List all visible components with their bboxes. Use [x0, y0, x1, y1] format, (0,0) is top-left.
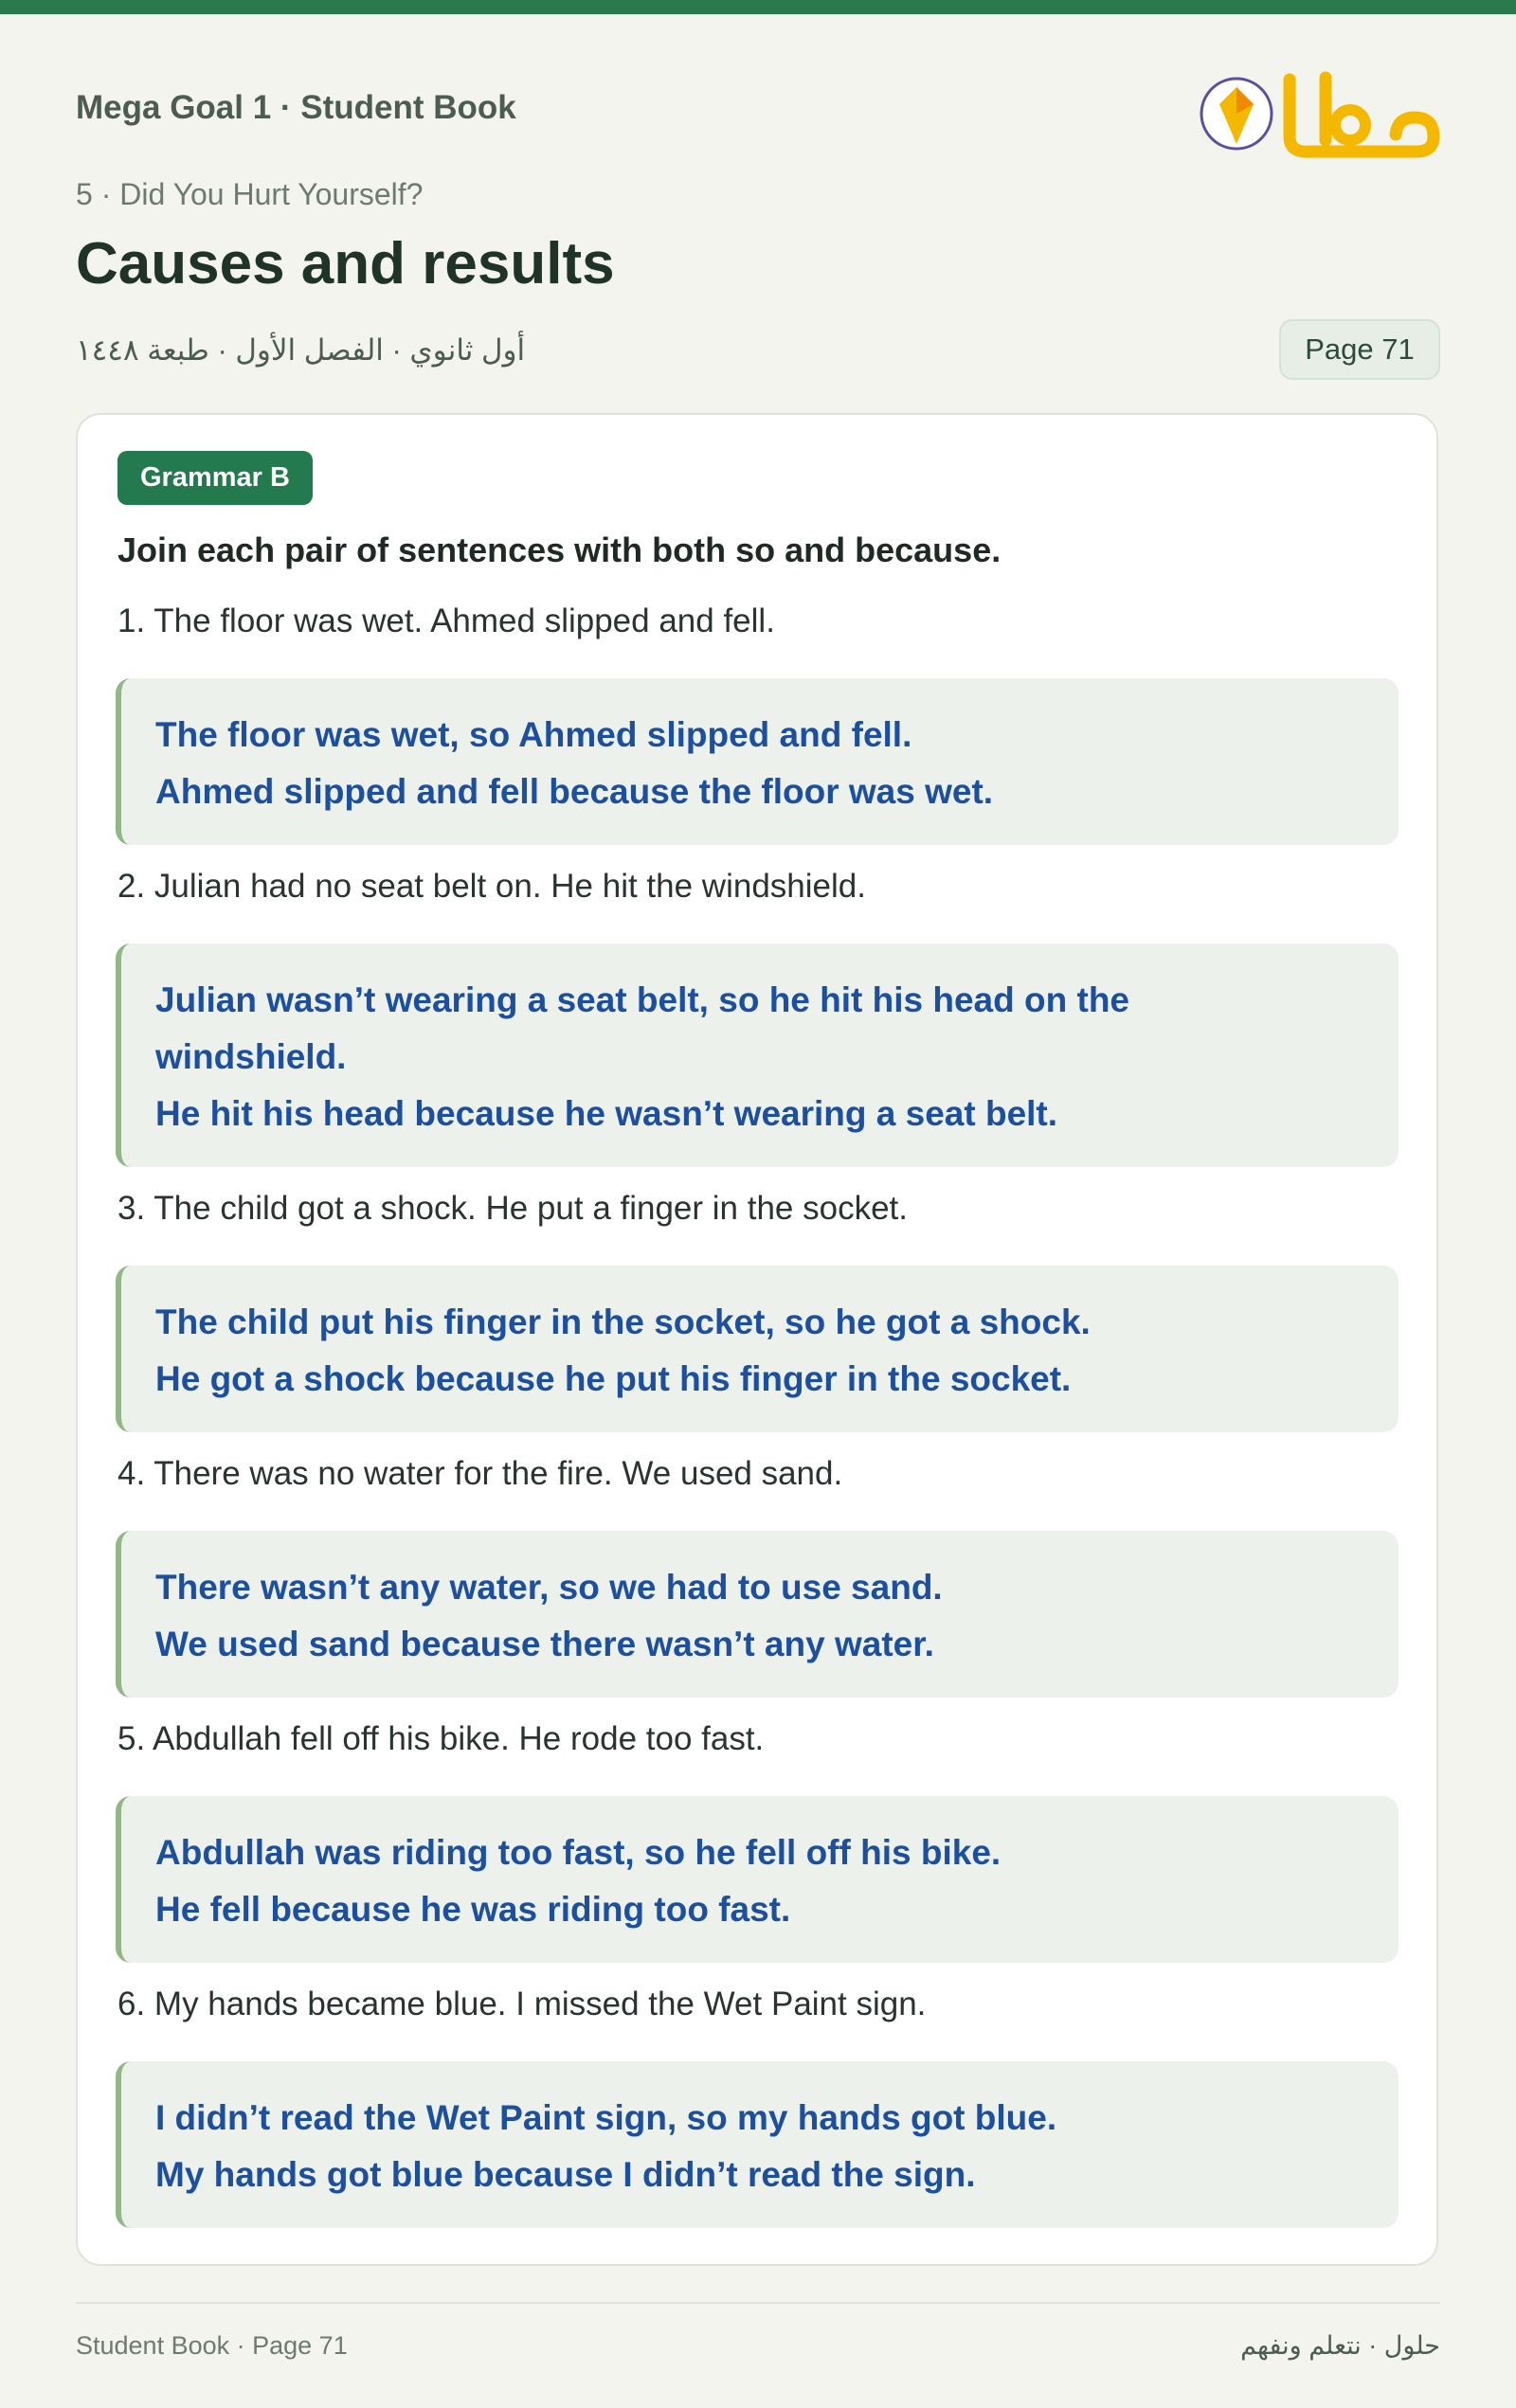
answer-line: Abdullah was riding too fast, so he fell off his bike. — [155, 1833, 1002, 1872]
chapter-label: 5 · Did You Hurt Yourself? — [76, 177, 424, 211]
question-2: 2. Julian had no seat belt on. He hit the windshield. — [117, 868, 866, 905]
question-4: 4. There was no water for the fire. We used sand. — [117, 1455, 843, 1492]
answer-line: Ahmed slipped and fell because the floor was wet. — [155, 772, 994, 811]
question-6: 6. My hands became blue. I missed the Wet Paint sign. — [117, 1986, 927, 2022]
answer-line: Julian wasn’t wearing a seat belt, so he hit his head on the — [155, 980, 1129, 1019]
exercise-instruction: Join each pair of sentences with both so and because. — [117, 530, 1002, 569]
answer-line: My hands got blue because I didn’t read the sign. — [155, 2155, 976, 2194]
answer-line: The floor was wet, so Ahmed slipped and fell. — [155, 715, 912, 754]
page-title: Causes and results — [76, 231, 615, 297]
hulul-logo-graphic — [1199, 61, 1440, 165]
grade-semester-label: أول ثانوي · الفصل الأول · طبعة ١٤٤٨ — [76, 333, 526, 367]
question-3: 3. The child got a shock. He put a finger in the socket. — [117, 1190, 909, 1227]
answer-box-1 — [116, 678, 1399, 845]
answer-line: windshield. — [155, 1037, 347, 1076]
answer-line: I didn’t read the Wet Paint sign, so my hands got blue. — [155, 2098, 1057, 2137]
answer-box-4 — [116, 1531, 1399, 1698]
exercise-card — [76, 413, 1438, 2266]
footer-page-label: Student Book · Page 71 — [76, 2331, 348, 2360]
answer-line: There wasn’t any water, so we had to use sand. — [155, 1568, 943, 1607]
footer-tagline: حلول · نتعلم ونفهم — [1240, 2331, 1440, 2360]
answer-line: He hit his head because he wasn’t wearing a seat belt. — [155, 1094, 1058, 1133]
answer-box-6 — [116, 2061, 1399, 2228]
book-title: Mega Goal 1 · Student Book — [76, 89, 516, 126]
question-1: 1. The floor was wet. Ahmed slipped and fell. — [117, 602, 775, 639]
answer-line: We used sand because there wasn’t any water. — [155, 1625, 934, 1663]
question-5: 5. Abdullah fell off his bike. He rode too fast. — [117, 1720, 765, 1757]
hulul-logo — [1199, 61, 1440, 165]
answer-line: He got a shock because he put his finger in the socket. — [155, 1359, 1072, 1398]
answer-line: He fell because he was riding too fast. — [155, 1890, 791, 1929]
answer-box-3 — [116, 1266, 1399, 1432]
answer-line: The child put his finger in the socket, so he got a shock. — [155, 1303, 1091, 1341]
answer-box-5 — [116, 1796, 1399, 1963]
answer-box-2 — [116, 943, 1399, 1167]
footer-divider — [76, 2302, 1440, 2304]
section-badge: Grammar B — [117, 451, 313, 505]
page-number-badge: Page 71 — [1279, 319, 1440, 380]
top-accent-bar — [0, 0, 1516, 14]
